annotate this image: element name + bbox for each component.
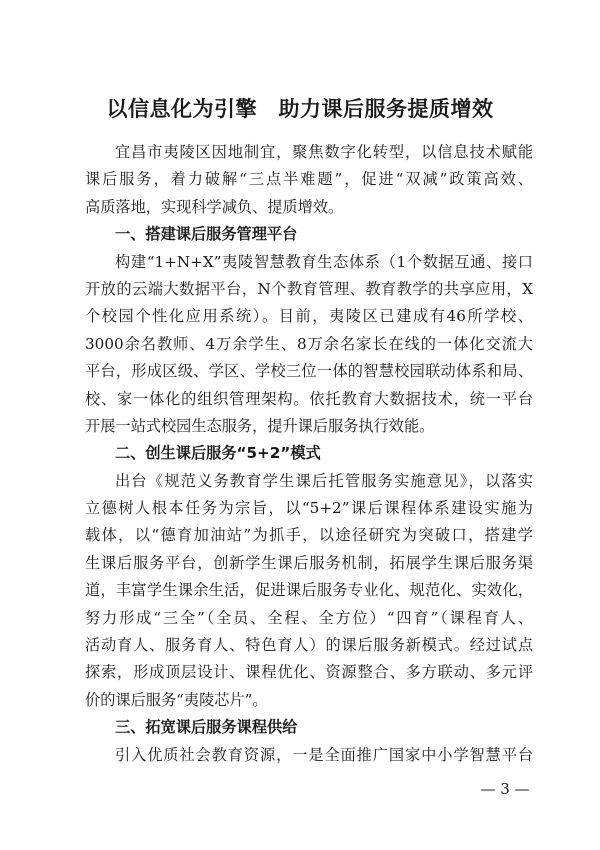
- paragraph-line: 3000余名教师、4万余学生、8万余名家长在线的一体化交流大: [85, 334, 533, 353]
- paragraph-line: 努力形成“三全”（全员、全程、全方位）“四育”（课程育人、: [85, 608, 533, 627]
- paragraph-line: 生课后服务平台，创新学生课后服务机制，拓展学生课后服务渠: [85, 553, 533, 572]
- page-number: — 3 —: [480, 780, 530, 798]
- paragraph-line: 载体，以“德育加油站”为抓手，以途径研究为突破口，搭建学: [85, 526, 533, 545]
- paragraph-line: 出台《规范义务教育学生课后托管服务实施意见》，以落实: [115, 471, 533, 490]
- paragraph-line: 开放的云端大数据平台，N个教育管理、教育教学的共享应用，X: [85, 279, 533, 298]
- page-title: 以信息化为引擎 助力课后服务提质增效: [106, 97, 494, 121]
- paragraph-line: 活动育人、服务育人、特色育人）的课后服务新模式。经过试点: [85, 636, 533, 655]
- section-heading: 一、搭建课后服务管理平台: [115, 225, 298, 244]
- paragraph-line: 开展一站式校园生态服务，提升课后服务执行效能。: [85, 416, 435, 435]
- paragraph-line: 构建“1+N+X”夷陵智慧教育生态体系（1个数据互通、接口: [115, 252, 533, 271]
- paragraph-line: 高质落地，实现科学减负、提质增效。: [85, 197, 344, 216]
- paragraph-line: 个校园个性化应用系统）。目前，夷陵区已建成有46所学校、: [85, 307, 533, 326]
- paragraph-line: 引入优质社会教育资源，一是全面推广国家中小学智慧平台: [115, 745, 533, 764]
- paragraph-line: 平台，形成区级、学区、学校三位一体的智慧校园联动体系和局、: [85, 362, 533, 381]
- paragraph-line: 宜昌市夷陵区因地制宜，聚焦数字化转型，以信息技术赋能: [115, 143, 533, 161]
- paragraph-line: 道，丰富学生课余生活，促进课后服务专业化、规范化、实效化，: [85, 581, 533, 600]
- section-heading: 二、创生课后服务“5+2”模式: [115, 444, 321, 463]
- document-body: [85, 139, 533, 769]
- paragraph-line: 立德树人根本任务为宗旨，以“5+2”课后课程体系建设实施为: [85, 499, 533, 518]
- paragraph-line: 价的课后服务“夷陵芯片”。: [85, 690, 268, 709]
- paragraph-line: 探索，形成顶层设计、课程优化、资源整合、多方联动、多元评: [85, 663, 533, 682]
- paragraph-line: 课后服务，着力破解“三点半难题”，促进“双减”政策高效、: [85, 170, 533, 189]
- paragraph-line: 校、家一体化的组织管理架构。依托教育大数据技术，统一平台: [85, 389, 533, 408]
- section-heading: 三、拓宽课后服务课程供给: [115, 718, 298, 737]
